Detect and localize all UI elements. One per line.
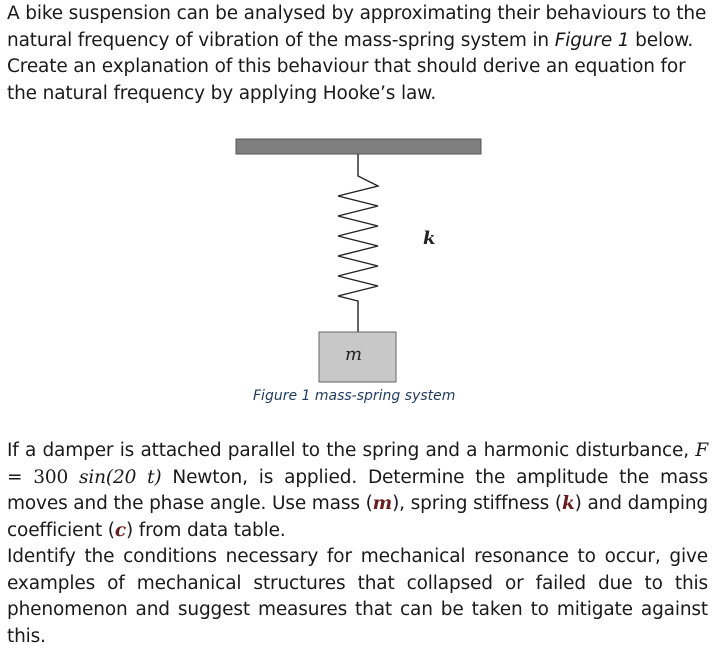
intro-text: A bike suspension can be analysed by approximating their behaviours to the natural frequency of vibration of the mass-spring system in — [7, 3, 707, 51]
spring-stiffness-label: k — [423, 228, 436, 249]
figure-caption: Figure 1 mass-spring system — [253, 388, 456, 404]
stiffness-symbol: k — [562, 493, 575, 514]
intro-text-end: below. Create an explanation of this behaviour that should derive an equation for the natural frequency by applying Hooke’s law. — [7, 29, 694, 104]
damper-text-5: ) from data table. — [125, 519, 286, 541]
force-argument: (20 t) — [105, 466, 162, 488]
figure-reference: Figure 1 — [554, 29, 630, 51]
force-sin: sin — [79, 466, 106, 488]
damper-text-3: ), spring stiffness ( — [392, 493, 562, 514]
damper-text-1: If a damper is attached parallel to the spring and a harmonic disturbance, — [7, 440, 696, 461]
resonance-question: Identify the conditions necessary for mechanical resonance to occur, give examples of mechanical structures that collapsed or failed due to this phenomenon and suggest measures that can be taken to mitigate against this. — [7, 546, 708, 647]
mass-label: m — [345, 344, 363, 365]
mass-symbol: m — [372, 493, 393, 514]
damping-symbol: c — [114, 519, 126, 541]
damper-text-2: Newton, is applied. Determine the amplitude the mass moves and the phase angle. Use mass ( — [7, 466, 709, 514]
ceiling-support — [236, 139, 481, 154]
damper-question — [7, 438, 708, 544]
force-equals: = — [7, 466, 34, 488]
force-amplitude: 300 — [33, 466, 80, 488]
damper-text-4: ) and damping coefficient ( — [7, 493, 708, 541]
force-symbol: F — [695, 440, 708, 461]
spring-coil — [338, 154, 378, 332]
